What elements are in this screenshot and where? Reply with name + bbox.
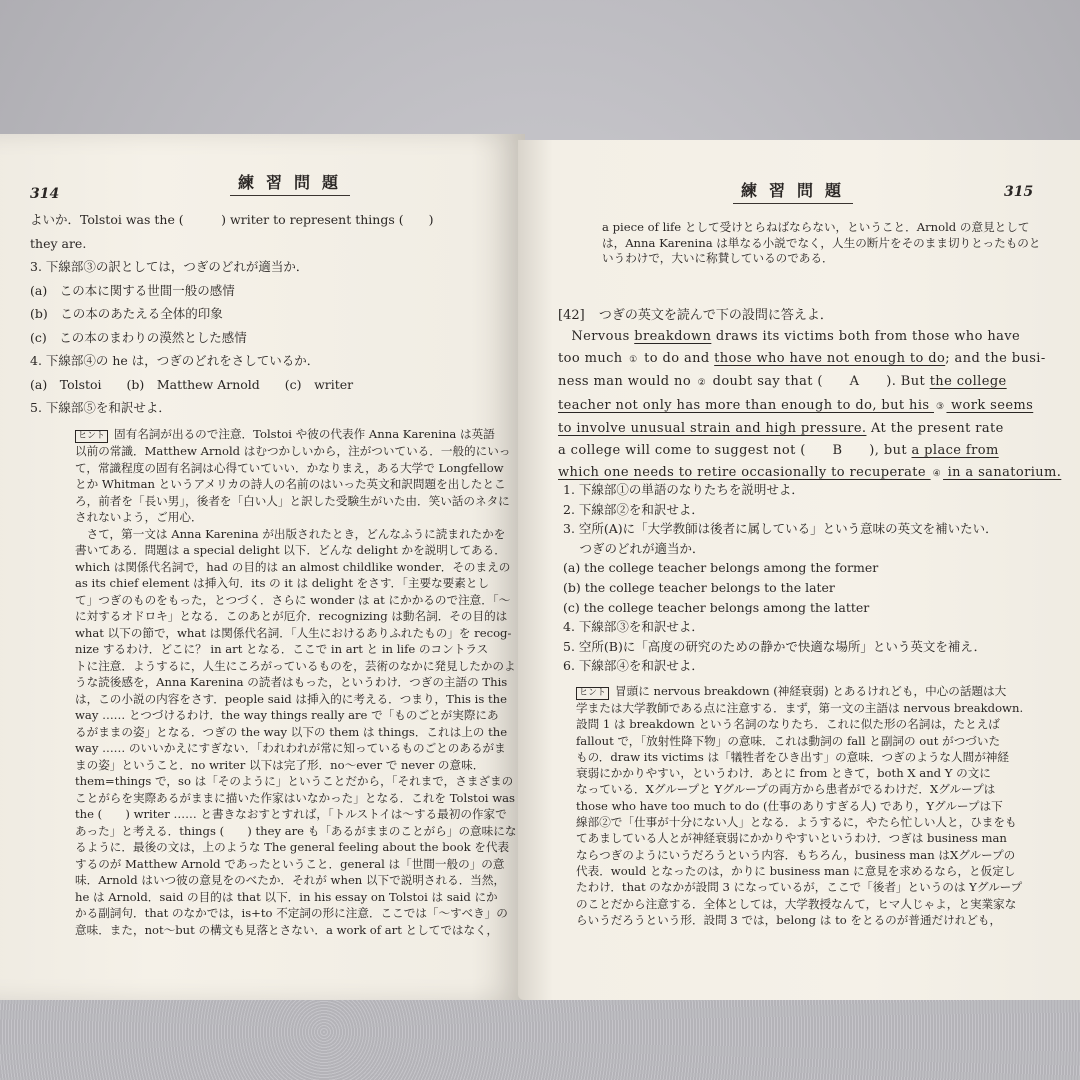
question-line-text: (a) the college teacher belongs among the former (563, 560, 879, 576)
hint-line (75, 592, 516, 609)
question-line-text: よいか．Tolstoi was the ( ) writer to represent things ( ) (30, 212, 434, 227)
background-surface (0, 1000, 1080, 1080)
question-line (30, 396, 433, 420)
hint-line-text: 衰弱にかかりやすい，というわけ．あとに from ときて，both X and Y の文に (576, 766, 991, 781)
hint-line-text: 代表．would となったのは，かりに business man に意見を求めるなら，と仮定し (576, 863, 1016, 878)
hint-line-text: as its chief element は挿入句．its の it は delight をさす．「主要な要素とし (75, 576, 490, 590)
passage-text: ness man would no (558, 374, 696, 390)
question-line-text: つぎのどれが適当か． (563, 540, 705, 556)
hint-line-text: とか Whitman というアメリカの詩人の名前のはいった英文和訳問題を出したとこ (75, 477, 506, 491)
hint-line (576, 879, 1023, 895)
underlined-text: to involve unusual strain and high pressure. (558, 421, 867, 437)
hint-line (75, 575, 516, 592)
hint-line (75, 460, 516, 477)
passage-line (558, 348, 1061, 372)
left-page (0, 134, 525, 1000)
hint-line-text: て，常識程度の固有名詞は心得ていていい．かなりまえ，ある大学で Longfellow (75, 460, 504, 475)
underlined-text: teacher not only has more than enough to do, but his (558, 397, 934, 413)
passage-text: a college will come to suggest not ( B ), but (558, 442, 912, 458)
question-line (563, 539, 998, 559)
hint-line (576, 830, 1023, 846)
continuation-text (602, 220, 1040, 267)
hint-line-text: されないよう，ご用心． (75, 510, 203, 524)
page-number: 315 (1004, 184, 1034, 200)
hint-line (576, 912, 1023, 928)
passage-text: Nervous (558, 329, 635, 344)
hint-line (75, 922, 516, 939)
hint-line-text: に対するオドロキ」となる．このあとが厄介．recognizing は動名詞．その目的は (75, 609, 508, 623)
hint-line (75, 443, 516, 460)
hint-line-text: あった」と考える．things ( ) they are も「あるがままのことがら」の意味にな (75, 823, 517, 838)
hint-line-text: するのが Matthew Arnold であったということ．general は「世間一般の」の意 (75, 856, 505, 871)
question-line-text: 3. 空所(A)に「大学教師は後者に属している」という意味の英文を補いたい． (563, 521, 998, 537)
question-line (30, 232, 433, 256)
hint-line (576, 733, 1023, 749)
hint-line-text: 冒頭に nervous breakdown (神経衰弱) とあるけれども，中心の話題は大 (615, 684, 1007, 698)
hint-line-text: てあましている人とが神経衰弱にかかりやすいというわけ．つぎは business man (576, 831, 1007, 846)
question-line (563, 656, 998, 676)
hint-line (75, 691, 516, 708)
question-line-text: 1. 下線部①の単語のなりたちを説明せよ． (563, 482, 804, 497)
passage-line (558, 440, 1061, 462)
underline-marker: ① (629, 354, 638, 365)
hint-line (75, 839, 516, 856)
question-line-text: (b) この本のあたえる全体的印象 (30, 306, 223, 321)
text-line-text: いうわけで，大いに称賛しているのである． (602, 251, 834, 265)
hint-line (75, 542, 516, 559)
passage-line (558, 371, 1061, 395)
question-line-text: (c) この本のまわりの漠然とした感情 (30, 329, 247, 345)
question-line-text: 5. 下線部⑤を和訳せよ． (30, 400, 171, 415)
underlined-text: in a sanatorium. (943, 464, 1062, 480)
underline-marker: ④ (932, 468, 942, 479)
text-line (602, 220, 1040, 236)
question-list (563, 480, 998, 676)
exercise-heading (558, 304, 833, 323)
hint-line-text: 線部②で「仕事が十分にない人」となる．ようするに，やたら忙しい人と，ひまをも (576, 815, 1017, 830)
underline-marker: ③ (936, 401, 945, 412)
question-line (563, 480, 998, 500)
hint-line (75, 559, 516, 576)
hint-line (576, 863, 1023, 879)
question-line (563, 578, 998, 598)
question-line (30, 326, 433, 350)
hint-line-text: うな読後感を，Anna Karenina の読者はもった，というわけ．つぎの主語の This (75, 675, 508, 689)
hint-line-text: nize するわけ．どこに？ in art となる．ここで in art と in life のコントラス (75, 642, 489, 656)
question-line-text: 2. 下線部②を和訳せよ． (563, 501, 704, 517)
hint-label: ヒント (75, 430, 108, 443)
question-line-text: (c) the college teacher belongs among the latter (563, 599, 870, 615)
hint-line (576, 749, 1023, 765)
hint-line-text: what 以下の節で，what は関係代名詞．「人生におけるありふれたもの」を recog- (75, 625, 512, 640)
passage-text: doubt say that ( A ). But (708, 374, 930, 390)
hint-line-text: he は Arnold．said の目的は that 以下．in his essay on Tolstoi は said にか (75, 889, 498, 904)
question-line-text: they are. (30, 235, 87, 251)
text-line (602, 236, 1040, 252)
hint-line (75, 905, 516, 922)
hint-line-text: 固有名詞が出るので注意．Tolstoi や彼の代表作 Anna Karenina は英語 (114, 427, 495, 441)
text-line-text: は，Anna Karenina は単なる小説でなく，人生の断片をそのまま切りとったものと (602, 235, 1041, 250)
passage-text: draws its victims both from those who have (711, 329, 1021, 344)
question-line (30, 373, 433, 397)
question-line-text: (b) the college teacher belongs to the later (563, 579, 835, 595)
passage-text: too much (558, 350, 628, 366)
underlined-text: those who have not enough to do (714, 350, 946, 366)
question-list (30, 208, 433, 420)
hint-line-text: て」つぎのものをもった，とつづく．さらに wonder は at にかかるので注意．「～ (75, 592, 511, 607)
hint-line-text: トに注意．ようするに，人生にころがっているものを，芸術のなかに発見したかのよ (75, 658, 516, 673)
hint-line (75, 740, 516, 757)
question-line-text: 6. 下線部④を和訳せよ． (563, 658, 704, 674)
question-line (563, 598, 998, 618)
hint-line-text: which は関係代名詞で，had の目的は an almost childlike wonder．そのまえの (75, 559, 511, 574)
hint-line (75, 674, 516, 691)
exercise-instruction: つぎの英文を読んで下の設問に答えよ． (598, 308, 833, 323)
underline-marker: ② (697, 378, 707, 389)
hint-line (576, 798, 1023, 814)
hint-line-text: まの姿」ということ．no writer 以下は完了形．no～ever で never の意味． (75, 757, 485, 772)
hint-line-text: 味．Arnold はいつ彼の意見をのべたか．それが when 以下で説明される．当然， (75, 873, 506, 887)
hint-line-text: は，この小説の内容をさす．people said は挿入的に考える．つまり，This is the (75, 691, 507, 706)
hint-line (75, 625, 516, 642)
hint-line (75, 889, 516, 906)
question-line (30, 208, 433, 232)
underlined-text: work seems (946, 397, 1034, 413)
hint-line (75, 658, 516, 675)
hint-line (75, 757, 516, 774)
hint-line-text: way …… とつづけるわけ．the way things really are で「ものごとが実際にあ (75, 708, 499, 722)
hint-line (75, 872, 516, 889)
hint-line (75, 773, 516, 790)
hint-line-text: 学または大学教師である点に注意する．まず，第一文の主語は nervous breakdown. (576, 701, 1024, 715)
hint-section (75, 426, 516, 938)
question-line-text: 4. 下線部③を和訳せよ． (563, 619, 704, 635)
passage-text: ; and the busi- (945, 350, 1046, 366)
page-number: 314 (30, 186, 60, 202)
question-line-text: 3. 下線部③の訳としては，つぎのどれが適当か． (30, 259, 309, 274)
hint-line (75, 856, 516, 873)
hint-line (576, 814, 1023, 830)
hint-line-text: fallout で，「放射性降下物」の意味．これは動詞の fall と副詞の out がつづいた (576, 733, 1001, 748)
hint-line (576, 896, 1023, 912)
hint-line (75, 426, 516, 443)
hint-line-text: 以前の常識．Matthew Arnold はむつかしいから，注がついている．一般的にいっ (75, 444, 511, 458)
hint-line (75, 806, 516, 823)
hint-line (576, 765, 1023, 781)
passage-text: to do and (639, 350, 715, 366)
question-line (563, 558, 998, 578)
hint-line-text: のことだから注意する．全体としては，大学教授なんて，ヒマ人じゃよ，と実業家な (576, 896, 1017, 911)
question-line (563, 637, 998, 657)
hint-line (75, 707, 516, 724)
hint-line (75, 509, 516, 526)
hint-line (75, 641, 516, 658)
hint-line (75, 724, 516, 741)
hint-line-text: them=things で，so は「そのように」ということだから，「それまで，さまざまの (75, 774, 514, 788)
hint-line-text: ろ，前者を「長い男」，後者を「白い人」と訳した受験生がいた由．笑い話のネタに (75, 493, 510, 508)
hint-line (75, 608, 516, 625)
hint-line-text: 書いてある．問題は a special delight 以下．どんな delight かを説明してある． (75, 543, 506, 557)
hint-line (75, 476, 516, 493)
underlined-text: breakdown (634, 329, 712, 344)
hint-line-text: もの．draw its victims は「犠牲者をひき出す」の意味．つぎのような人間が神経 (576, 749, 1009, 764)
hint-line-text: 設問 1 は breakdown という名詞のなりたち．これに似た形の名詞は，たとえば (576, 717, 1000, 732)
passage-line (558, 418, 1061, 440)
question-line-text: (a) Tolstoi (b) Matthew Arnold (c) writer (30, 376, 354, 392)
hint-line-text: さて，第一文は Anna Karenina が出版されたとき，どんなふうに読まれたかを (75, 526, 506, 541)
hint-line-text: ならつぎのようにいうだろうという内容．もちろん，business man はXグループの (576, 847, 1016, 862)
passage-text: At the present rate (866, 421, 1004, 437)
question-line (30, 302, 433, 326)
question-line-text: 4. 下線部④の he は，つぎのどれをさしているか． (30, 353, 320, 368)
question-line-text: (a) この本に関する世間一般の感情 (30, 282, 235, 298)
hint-line (576, 716, 1023, 732)
hint-line-text: ことがらを実際あるがままに描いた作家はいなかった」となる．これを Tolstoi was (75, 790, 515, 805)
underlined-text: which one needs to retire occasionally to recuperate (558, 464, 931, 480)
question-line (563, 617, 998, 637)
text-line (602, 251, 1040, 267)
hint-line (75, 790, 516, 807)
hint-line-text: るように．最後の文は，上のような The general feeling about the book を代表 (75, 840, 510, 854)
passage-line (558, 395, 1061, 419)
question-line-text: 5. 空所(B)に「高度の研究のための静かで快適な場所」という英文を補え． (563, 638, 987, 654)
hint-line-text: るがままの姿」となる．つぎの the way 以下の them は things．これは上の the (75, 724, 508, 739)
hint-line-text: those who have too much to do (仕事のありすぎる人) であり，Yグループは下 (576, 798, 1003, 813)
hint-line-text: らいうだろうという形．設問 3 では，belong は to をとるのが普通だけれども， (576, 912, 1002, 927)
question-line (563, 519, 998, 539)
question-line (30, 255, 433, 279)
hint-line (75, 823, 516, 840)
running-header-title: 練習問題 (733, 178, 853, 204)
hint-line (75, 493, 516, 510)
hint-line-text: way …… のいいかえにすぎない．「われわれが常に知っているものごとのあるがま (75, 741, 506, 755)
english-passage (558, 326, 1061, 485)
exercise-number: [42] (558, 308, 585, 323)
hint-label: ヒント (576, 687, 609, 700)
question-line (563, 500, 998, 520)
right-page (518, 140, 1080, 1000)
hint-line-text: なっている．Xグループと Yグループの両方から患者がでるわけだ．Xグループは (576, 782, 996, 797)
hint-line (576, 847, 1023, 863)
underlined-text: the college (929, 374, 1007, 390)
underlined-text: a place from (911, 442, 999, 458)
hint-line (75, 526, 516, 543)
running-header-title: 練習問題 (230, 170, 350, 196)
hint-line-text: 意味．また，not～but の構文も見落とさない．a work of art としてではなく， (75, 922, 499, 937)
hint-section (576, 683, 1023, 928)
hint-line-text: the ( ) writer …… と書きなおすとすれば，「トルストイは～する最初の作家で (75, 807, 507, 821)
text-line-text: a piece of life として受けとらねばならない，ということ．Arnold の意見として (602, 220, 1030, 234)
question-line (30, 349, 433, 373)
hint-line (576, 683, 1023, 700)
hint-line (576, 700, 1023, 716)
hint-line (576, 781, 1023, 797)
passage-line (558, 326, 1061, 348)
hint-line-text: かる副詞句．that のなかでは，is+to 不定詞の形に注意．ここでは「～すべき」の (75, 906, 508, 920)
question-line (30, 279, 433, 303)
hint-line-text: たわけ．that のなかが設問 3 になっているが，ここで「後者」というのは Yグループ (576, 880, 1023, 895)
